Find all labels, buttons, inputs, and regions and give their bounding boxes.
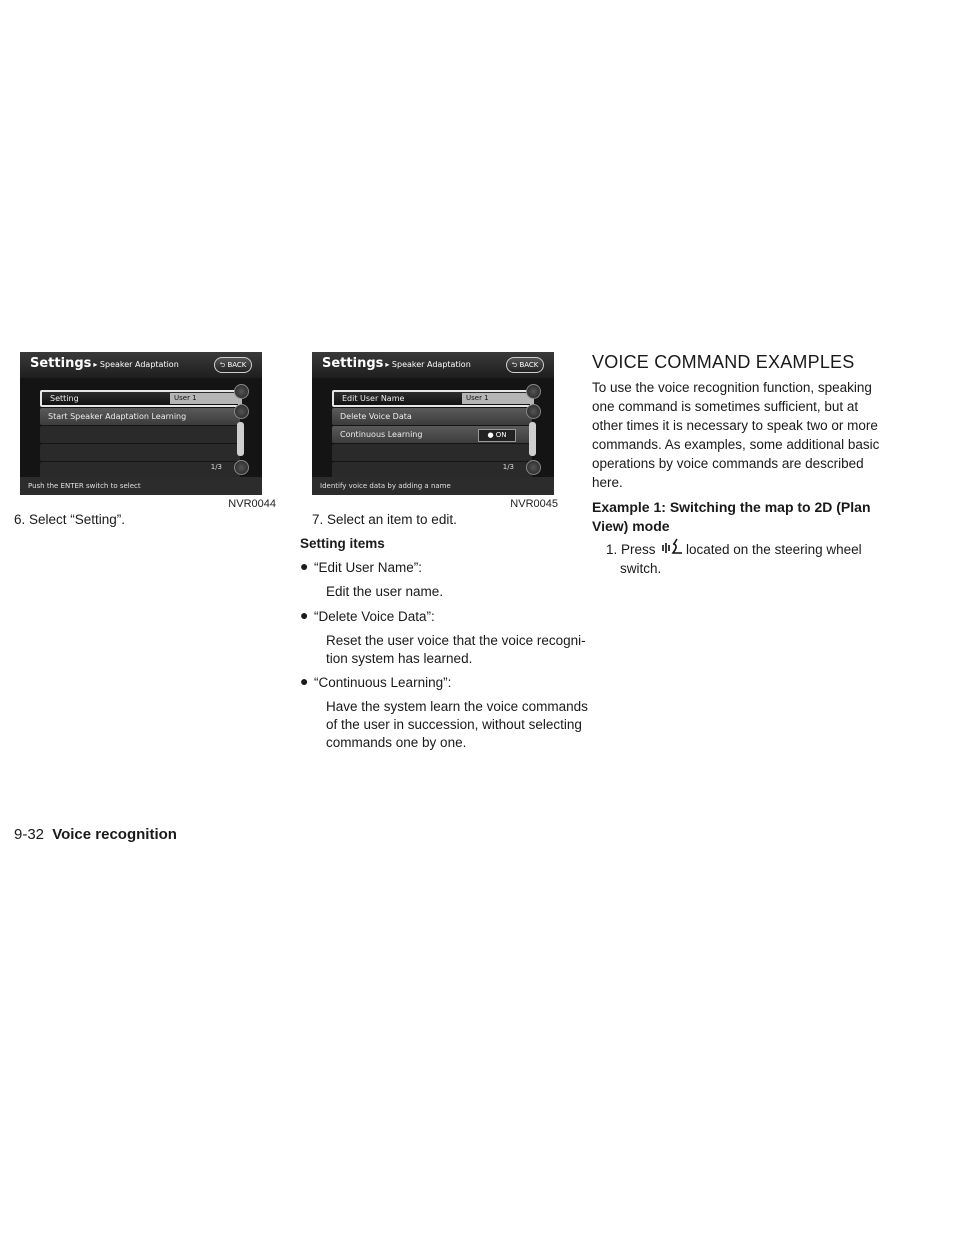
menu-empty-row <box>40 444 240 461</box>
menu-empty-row <box>332 444 532 461</box>
screen-footer: Push the ENTER switch to select <box>20 477 262 495</box>
item-desc-line: Have the system learn the voice commands <box>326 699 588 714</box>
figure-caption: NVR0044 <box>228 498 276 510</box>
item-name: “Continuous Learning”: <box>314 675 452 690</box>
step-6: 6. Select “Setting”. <box>14 512 126 527</box>
item-name: “Edit User Name”: <box>314 560 423 575</box>
scroll-control <box>232 382 250 492</box>
scroll-up-icon <box>234 384 249 399</box>
bullet-icon: ● <box>300 673 309 689</box>
menu-empty-row <box>40 426 240 443</box>
intro-line: commands. As examples, some additional basic <box>592 437 880 452</box>
menu-item-start-learning: Start Speaker Adaptation Learning <box>40 408 240 425</box>
scroll-up-icon <box>526 384 541 399</box>
intro-line: operations by voice commands are described <box>592 456 864 471</box>
back-button: ⮌ BACK <box>506 357 544 373</box>
menu-item-setting: Setting User 1 <box>40 390 240 407</box>
on-toggle: ● ON <box>478 429 516 442</box>
step-1-suffix: located on the steering wheel <box>686 542 862 557</box>
menu-item-value: User 1 <box>170 393 242 404</box>
item-name: “Delete Voice Data”: <box>314 609 435 624</box>
menu-item-delete-voice-data: Delete Voice Data <box>332 408 532 425</box>
page-number: 9-32 <box>14 826 45 843</box>
menu-item-edit-user-name: Edit User Name User 1 <box>332 390 532 407</box>
page-indicator: 1/3 <box>210 463 222 471</box>
menu-item-value: User 1 <box>462 393 534 404</box>
figure-caption: NVR0045 <box>510 498 558 510</box>
item-desc-line: Edit the user name. <box>326 584 444 599</box>
step-1-line2: switch. <box>620 561 662 576</box>
scroll-up-small-icon <box>526 404 541 419</box>
screen-title: Settings ▸ Speaker Adaptation <box>322 356 471 371</box>
step-7: 7. Select an item to edit. <box>312 512 457 527</box>
step-1-prefix: 1. Press <box>606 542 656 557</box>
scroll-up-small-icon <box>234 404 249 419</box>
bullet-icon: ● <box>300 558 309 574</box>
page-indicator: 1/3 <box>502 463 514 471</box>
page-footer <box>14 826 177 843</box>
scroll-down-icon <box>234 460 249 475</box>
scroll-down-icon <box>526 460 541 475</box>
scroll-track <box>237 422 244 456</box>
item-desc-line: Reset the user voice that the voice recogni- <box>326 633 586 648</box>
scroll-track <box>529 422 536 456</box>
talk-switch-icon <box>660 536 684 558</box>
bullet-icon: ● <box>300 607 309 623</box>
intro-line: one command is sometimes sufficient, but at <box>592 399 859 414</box>
back-button: ⮌ BACK <box>214 357 252 373</box>
item-desc-line: of the user in succession, without selecting <box>326 717 582 732</box>
screen-footer: Identify voice data by adding a name <box>312 477 554 495</box>
example-heading-line: View) mode <box>592 518 670 534</box>
figure-nvr0045 <box>312 352 554 495</box>
item-desc-line: tion system has learned. <box>326 651 473 666</box>
example-heading-line: Example 1: Switching the map to 2D (Plan <box>592 499 871 515</box>
menu-item-continuous-learning: Continuous Learning ● ON <box>332 426 532 443</box>
intro-line: here. <box>592 475 623 490</box>
intro-line: To use the voice recognition function, speaking <box>592 380 872 395</box>
intro-line: other times it is necessary to speak two or more <box>592 418 878 433</box>
screen-title-bar <box>20 352 262 378</box>
section-name: Voice recognition <box>52 826 177 843</box>
section-heading: VOICE COMMAND EXAMPLES <box>592 352 855 372</box>
scroll-control <box>524 382 542 492</box>
setting-items-heading: Setting items <box>300 536 385 551</box>
item-desc-line: commands one by one. <box>326 735 467 750</box>
figure-nvr0044 <box>20 352 262 495</box>
screen-title-bar <box>312 352 554 378</box>
screen-title: Settings ▸ Speaker Adaptation <box>30 356 179 371</box>
